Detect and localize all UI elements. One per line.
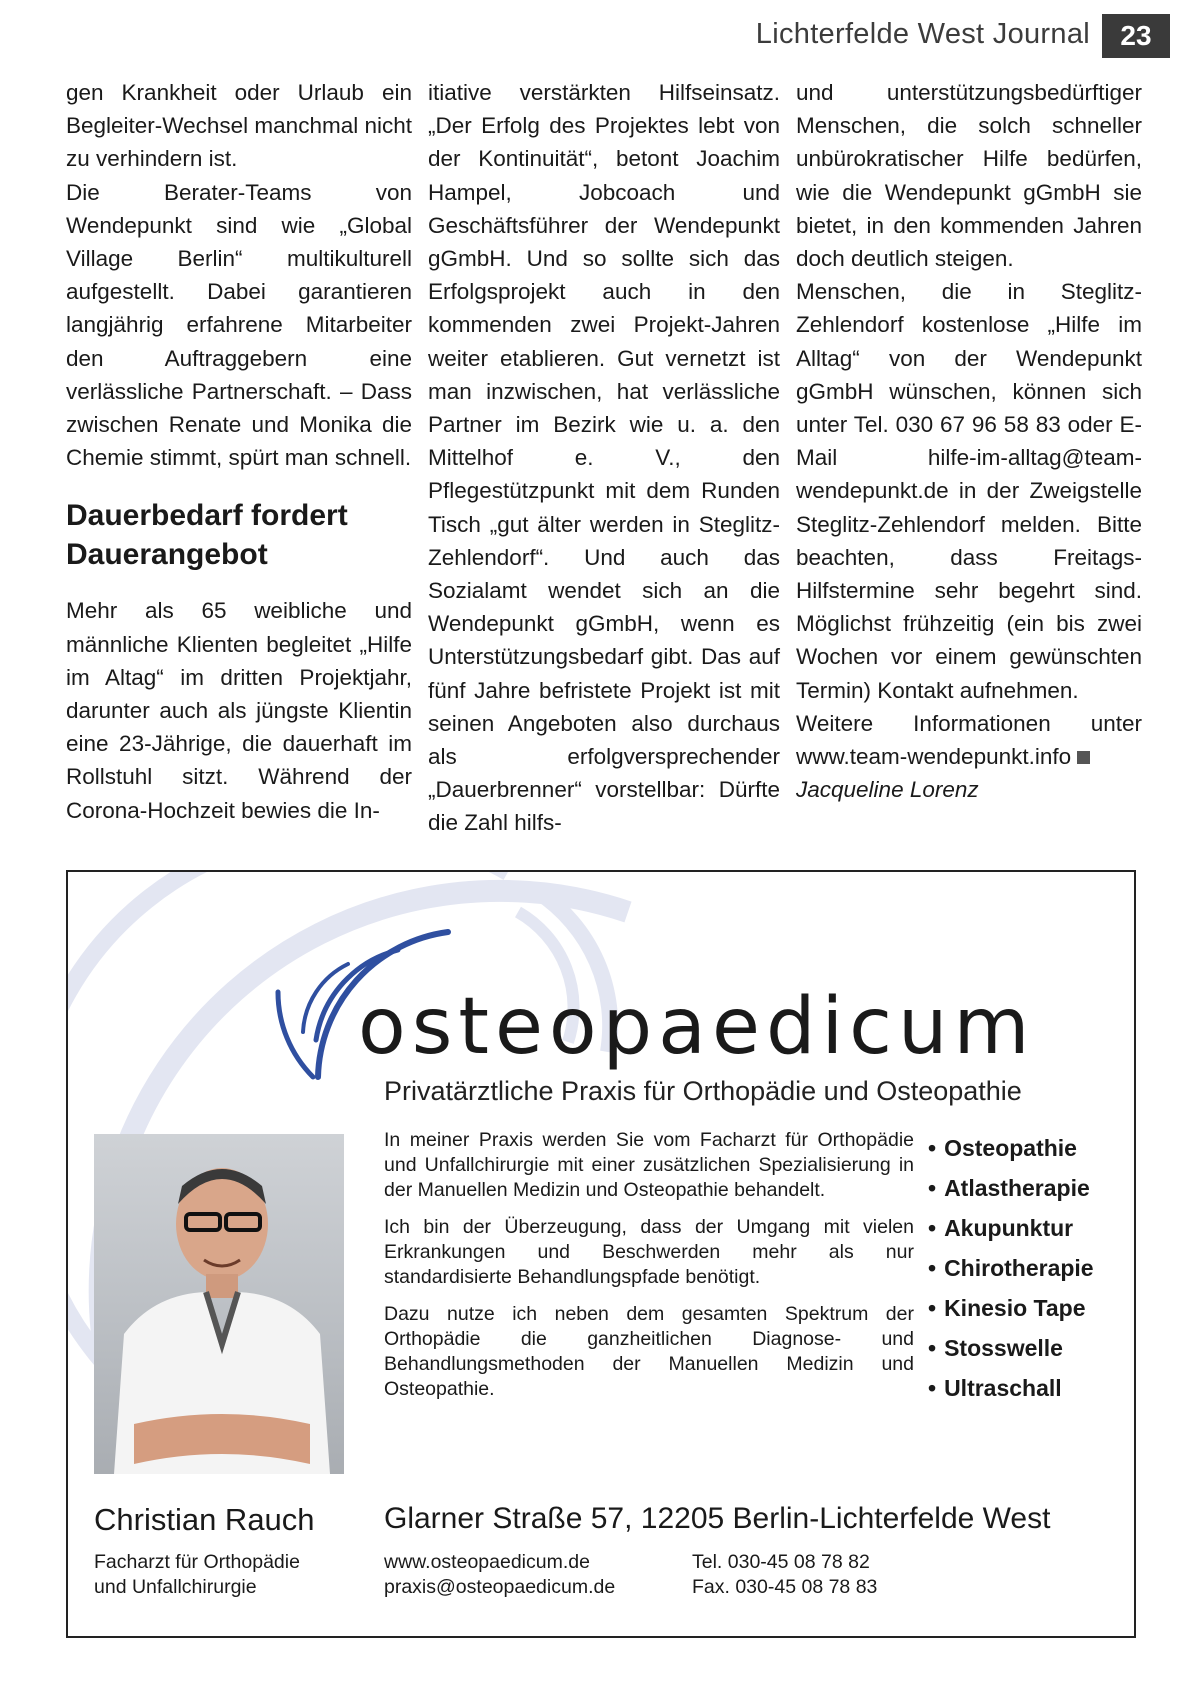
ad-paragraph: In meiner Praxis werden Sie vom Facharzt für Orthopädie und Unfallchirurgie mit einer zusätzlichen Spezialisierung in der Manuellen Medizin und Osteopathie behandelt. xyxy=(384,1129,914,1201)
info-link[interactable]: Weitere Informationen unter www.team-wendepunkt.info xyxy=(796,710,1142,770)
portrait-illustration-icon xyxy=(94,1134,344,1474)
service-item: • Stosswelle xyxy=(928,1328,1094,1368)
paragraph: Mehr als 65 weibliche und männliche Klienten begleitet „Hilfe im Altag“ im dritten Projektjahr, darunter auch als jüngste Klientin eine 23-Jährige, die dauerhaft im Rollstuhl sitzt. Während der Corona-Hochzeit bewies die In- xyxy=(66,598,412,823)
author-byline: Jacqueline Lorenz xyxy=(796,777,979,803)
paragraph-with-link xyxy=(796,707,1142,773)
service-item: • Akupunktur xyxy=(928,1208,1094,1248)
phone-number: Tel. 030-45 08 78 82 xyxy=(692,1551,870,1573)
service-item: • Atlastherapie xyxy=(928,1168,1094,1208)
article-column-3 xyxy=(796,76,1142,806)
contact-web xyxy=(384,1550,615,1600)
article-column-1 xyxy=(66,76,412,827)
service-item: • Kinesio Tape xyxy=(928,1288,1094,1328)
section-subheading: Dauerbedarf fordert Dauerangebot xyxy=(66,499,348,572)
doctor-name: Christian Rauch xyxy=(94,1502,315,1537)
ad-paragraph: Ich bin der Überzeugung, dass der Umgang mit vielen Erkrankungen und Beschwerden mehr als nur standardisierte Behandlungspfade benötigt. xyxy=(384,1216,914,1288)
fax-number: Fax. 030-45 08 78 83 xyxy=(692,1576,878,1598)
services-list xyxy=(928,1128,1094,1408)
advertisement-osteopaedicum xyxy=(66,870,1136,1638)
paragraph: gen Krankheit oder Urlaub ein Begleiter-Wechsel manchmal nicht zu verhindern ist. xyxy=(66,80,412,172)
journal-title: Lichterfelde West Journal xyxy=(755,18,1090,50)
ad-tagline: Privatärztliche Praxis für Orthopädie und Osteopathie xyxy=(384,1076,1022,1106)
ad-paragraph: Dazu nutze ich neben dem gesamten Spektrum der Orthopädie die ganzheitlichen Diagnose- und Behandlungsmethoden der Manuellen Medizin und Osteopathie. xyxy=(384,1303,914,1400)
ad-description xyxy=(384,1128,914,1414)
end-mark-icon xyxy=(1077,751,1090,764)
doctor-role xyxy=(94,1550,354,1600)
service-item: • Ultraschall xyxy=(928,1368,1094,1408)
service-item: • Chirotherapie xyxy=(928,1248,1094,1288)
paragraph: und unterstützungsbedürftiger Menschen, die solch schneller unbürokratischer Hilfe bedürfen, wie die Wendepunkt gGmbH sie bietet, in den kommenden Jahren doch deutlich steigen. xyxy=(796,80,1142,272)
paragraph: itiative verstärkten Hilfseinsatz. „Der Erfolg des Projektes lebt von der Kontinuität“, betont Joachim Hampel, Jobcoach und Geschäftsführer der Wendepunkt gGmbH. Und so sollte sich das Erfolgsprojekt auch in den kommenden zwei Projekt-Jahren weiter etablieren. Gut vernetzt ist man inzwischen, hat verlässliche Partner im Bezirk wie u. a. den Mittelhof e. V., den Pflegestützpunkt mit dem Runden Tisch „gut älter werden in Steglitz-Zehlendorf“. Und auch das Sozialamt wendet sich an die Wendepunkt gGmbH, wenn es Unterstützungsbedarf gibt. Das auf fünf Jahre befristete Projekt ist mit seinen Angeboten also durchaus als erfolgversprechender „Dauerbrenner“ vorstellbar: Dürfte die Zahl hilfs- xyxy=(428,80,780,836)
practice-address: Glarner Straße 57, 12205 Berlin-Lichterfelde West xyxy=(384,1502,1051,1535)
page-number: 23 xyxy=(1102,14,1170,58)
osteopaedicum-logo-text: osteopaedicum xyxy=(358,982,1036,1072)
contact-phone xyxy=(692,1550,877,1600)
paragraph: Menschen, die in Steglitz-Zehlendorf kostenlose „Hilfe im Alltag“ von der Wendepunkt gGmbH wünschen, können sich unter Tel. 030 67 96 58 83 oder E-Mail hilfe-im-alltag@team-wendepunkt.de in der Zweigstelle Steglitz-Zehlendorf melden. Bitte beachten, dass Freitags-Hilfstermine sehr begehrt sind. Möglichst frühzeitig (ein bis zwei Wochen vor einem gewünschten Termin) Kontakt aufnehmen. xyxy=(796,279,1142,703)
email-link[interactable]: praxis@osteopaedicum.de xyxy=(384,1576,616,1598)
doctor-portrait xyxy=(94,1134,344,1474)
service-item: • Osteopathie xyxy=(928,1128,1094,1168)
role-line: und Unfallchirurgie xyxy=(94,1576,257,1598)
role-line: Facharzt für Orthopädie xyxy=(94,1551,300,1573)
article-column-2 xyxy=(428,76,780,840)
paragraph: Die Berater-Teams von Wendepunkt sind wie „Global Village Berlin“ multikulturell aufgestellt. Dabei garantieren langjährig erfahrene Mitarbeiter den Auftraggebern eine verlässliche Partnerschaft. – Dass zwischen Renate und Monika die Chemie stimmt, spürt man schnell. xyxy=(66,179,412,471)
website-link[interactable]: www.osteopaedicum.de xyxy=(384,1551,590,1573)
